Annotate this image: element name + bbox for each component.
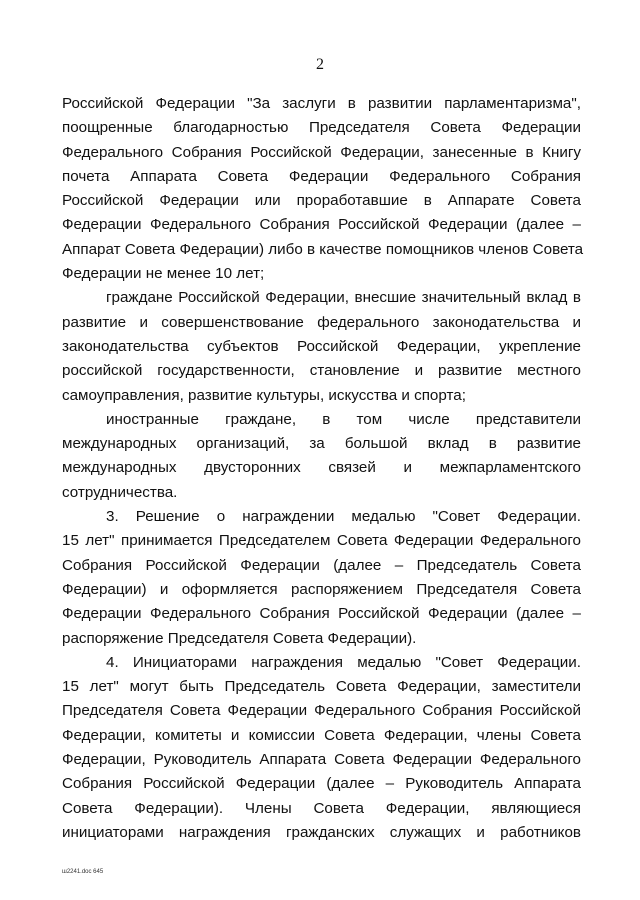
- text-line: Аппарат Совета Федерации) либо в качестве помощников членов Совета: [62, 240, 584, 258]
- text-line: 15 лет" могут быть Председатель Совета Федерации, заместители: [62, 678, 581, 696]
- text-line: распоряжение Председателя Совета Федерации).: [62, 629, 417, 647]
- text-line: почета Аппарата Совета Федерации Федерального Собрания: [62, 167, 581, 185]
- document-body: [62, 92, 584, 845]
- text-line: поощренные благодарностью Председателя Совета Федерации: [62, 119, 581, 137]
- text-line: Федерации Федерального Собрания Российской Федерации (далее –: [62, 216, 581, 234]
- page-number: 2: [316, 56, 324, 73]
- text-line: Федерального Собрания Российской Федерации, занесенные в Книгу: [62, 143, 581, 161]
- text-line: 15 лет" принимается Председателем Совета Федерации Федерального: [62, 532, 581, 550]
- text-line: 4. Инициаторами награждения медалью "Совет Федерации.: [106, 653, 581, 671]
- text-line: иностранные граждане, в том числе представители: [106, 410, 581, 428]
- text-line: Собрания Российской Федерации (далее – Председатель Совета: [62, 556, 581, 574]
- text-line: Собрания Российской Федерации (далее – Руководитель Аппарата: [62, 775, 581, 793]
- text-line: инициаторами награждения гражданских служащих и работников: [62, 823, 581, 841]
- text-line: Федерации) и оформляется распоряжением Председателя Совета: [62, 580, 581, 598]
- text-line: развитие и совершенствование федерального законодательства и: [62, 313, 581, 331]
- text-line: самоуправления, развитие культуры, искусства и спорта;: [62, 386, 466, 404]
- text-line: Совета Федерации). Члены Совета Федерации, являющиеся: [62, 799, 581, 817]
- text-line: Российской Федерации "За заслуги в развитии парламентаризма",: [62, 95, 581, 112]
- text-line: международных двусторонних связей и межпарламентского: [62, 459, 581, 477]
- text-line: граждане Российской Федерации, внесшие значительный вклад в: [106, 289, 581, 307]
- document-footer-code: ш2241.doc 645: [62, 869, 104, 875]
- text-line: Российской Федерации или проработавшие в Аппарате Совета: [62, 192, 581, 210]
- text-line: Председателя Совета Федерации Федерального Собрания Российской: [62, 702, 581, 720]
- text-line: 3. Решение о награждении медалью "Совет Федерации.: [106, 508, 581, 526]
- text-line: Федерации, комитеты и комиссии Совета Федерации, члены Совета: [62, 726, 581, 744]
- text-line: Федерации не менее 10 лет;: [62, 265, 265, 283]
- text-line: Федерации Федерального Собрания Российской Федерации (далее –: [62, 605, 581, 623]
- text-line: сотрудничества.: [62, 483, 178, 501]
- text-line: Федерации, Руководитель Аппарата Совета Федерации Федерального: [62, 751, 581, 769]
- text-line: российской государственности, становление и развитие местного: [62, 362, 581, 380]
- text-line: законодательства субъектов Российской Федерации, укрепление: [62, 337, 581, 355]
- text-line: международных организаций, за большой вклад в развитие: [62, 435, 581, 453]
